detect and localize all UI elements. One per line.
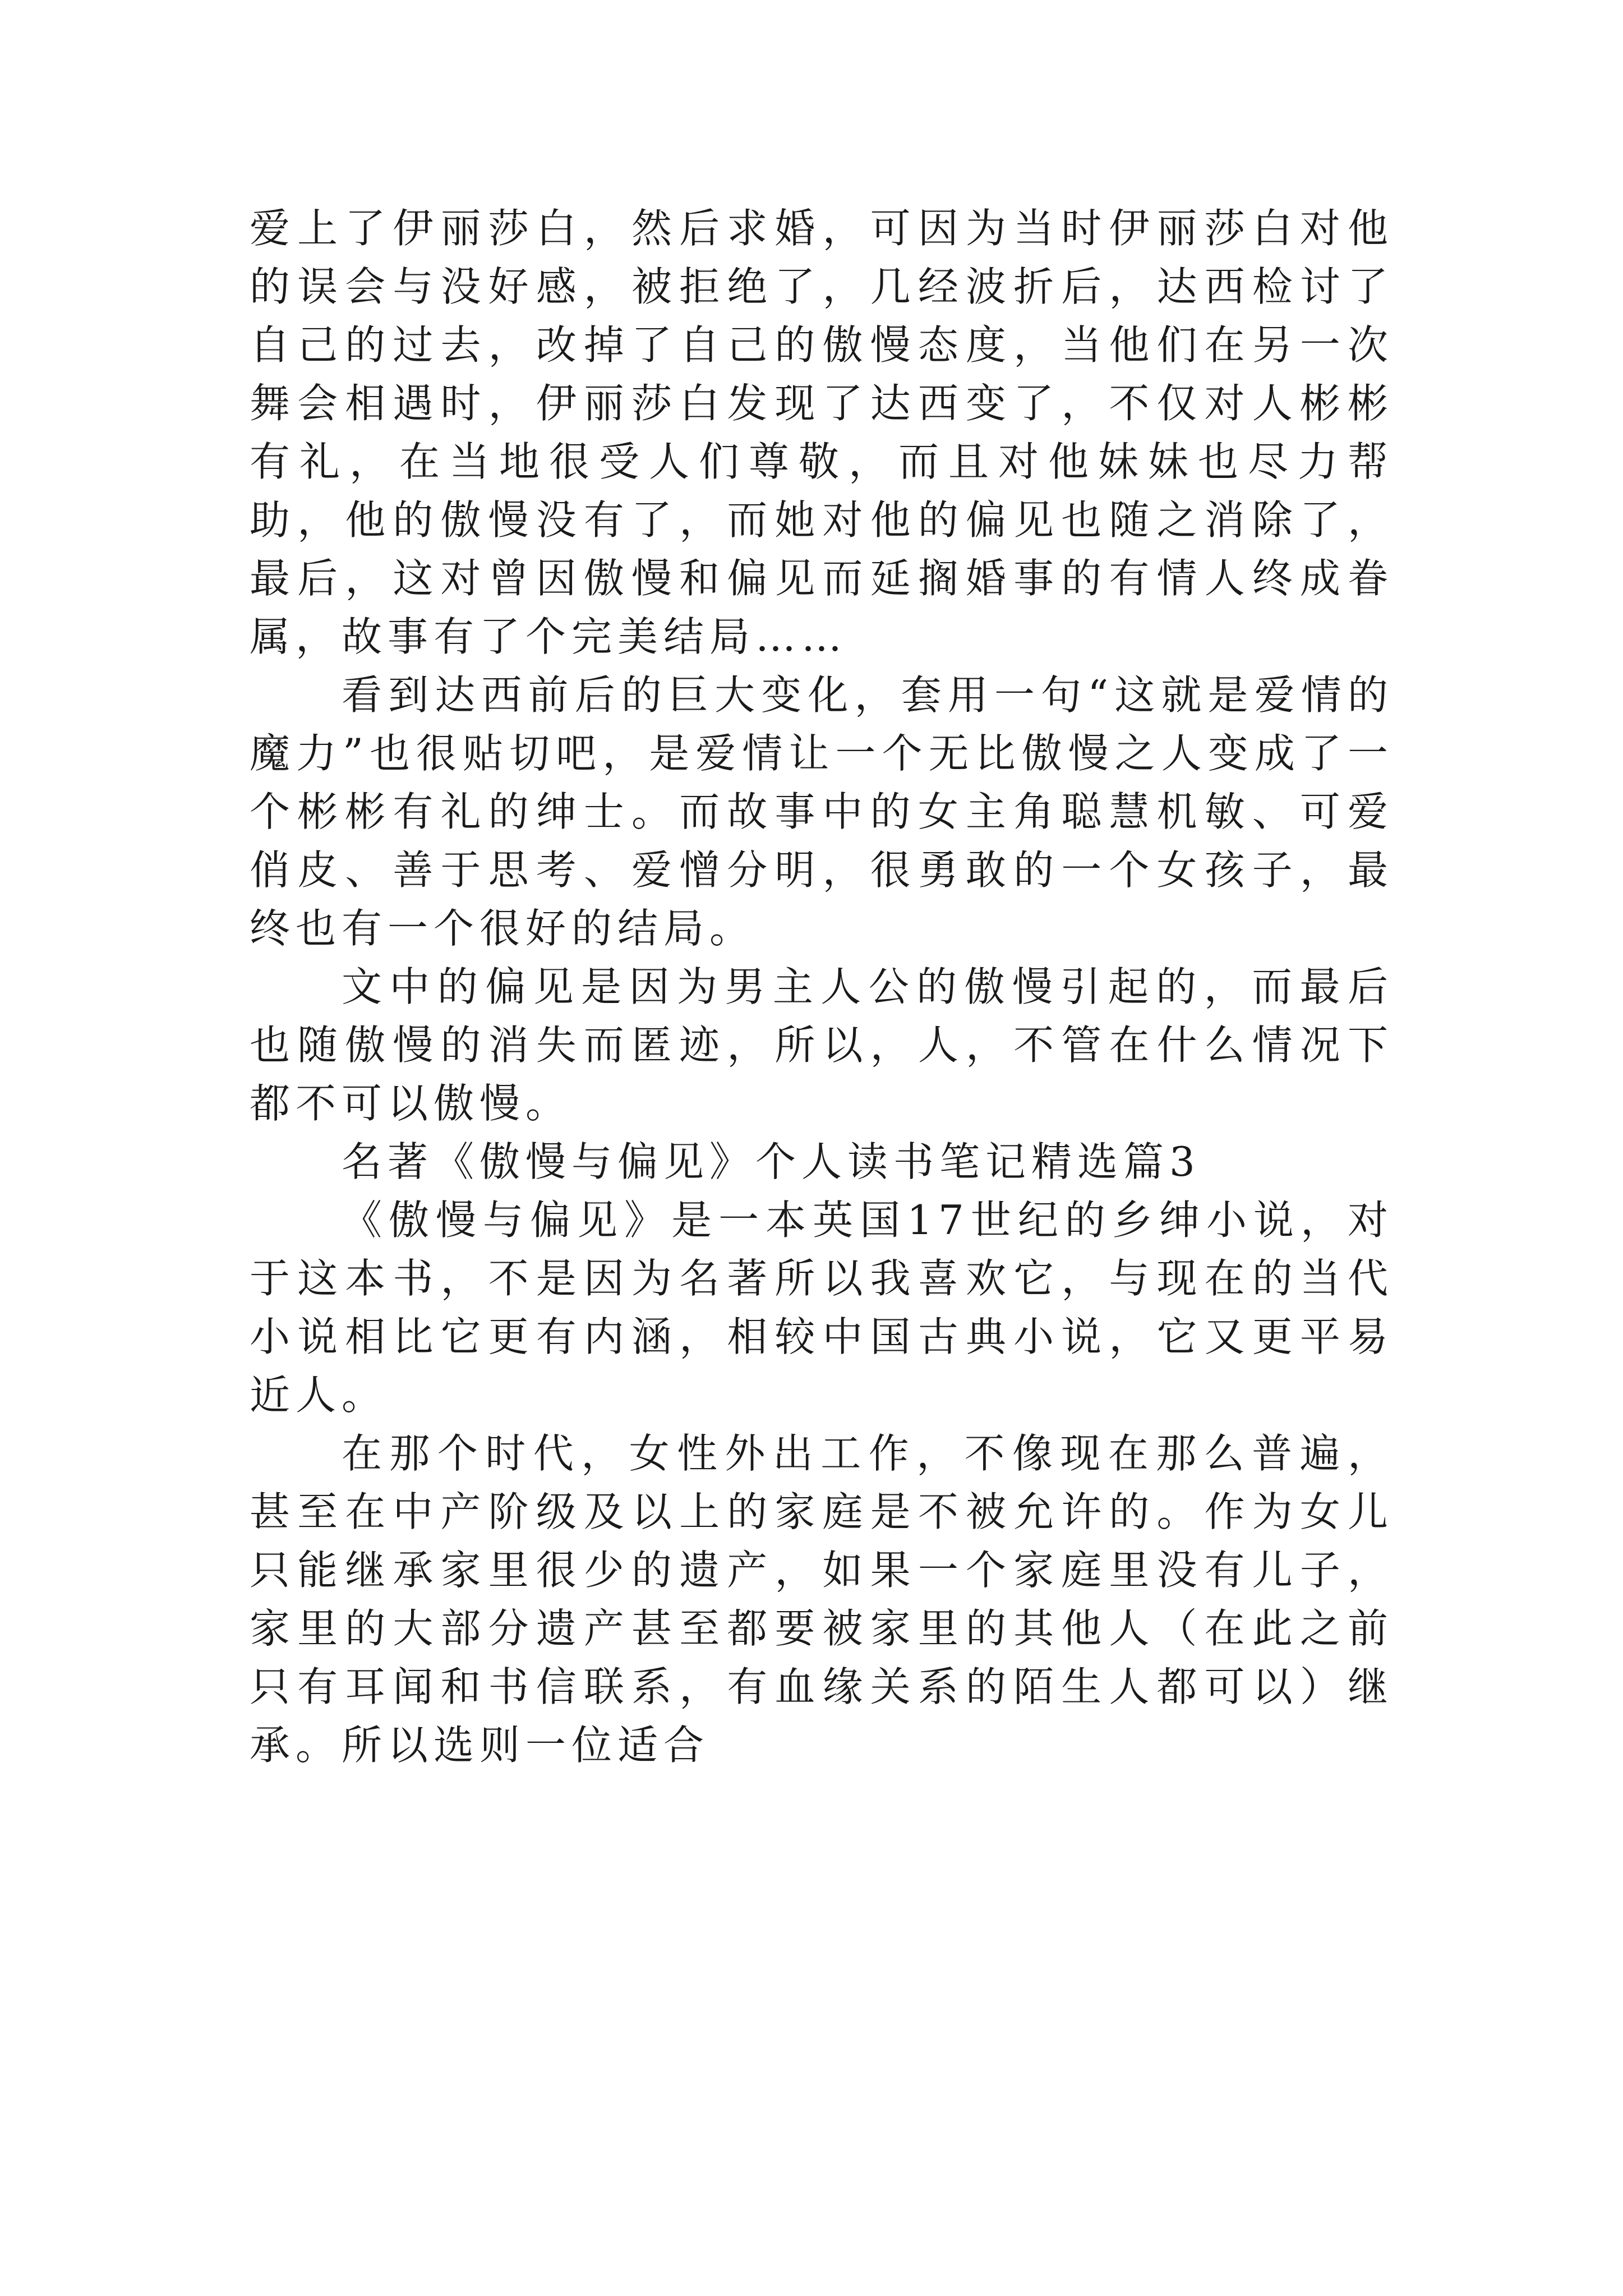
paragraph-1: 爱上了伊丽莎白，然后求婚，可因为当时伊丽莎白对他的误会与没好感，被拒绝了，几经波折后，达西检讨了自己的过去，改掉了自己的傲慢态度，当他们在另一次舞会相遇时，伊丽莎白发现了达西变了，不仅对人彬彬有礼，在当地很受人们尊敬，而且对他妹妹也尽力帮助，他的傲慢没有了，而她对他的偏见也随之消除了，最后，这对曾因傲慢和偏见而延搁婚事的有情人终成眷属，故事有了个完美结局……	[250, 205, 1394, 660]
paragraph-4: 《傲慢与偏见》是一本英国17世纪的乡绅小说，对于这本书，不是因为名著所以我喜欢它，与现在的当代小说相比它更有内涵，相较中国古典小说，它又更平易近人。	[250, 1197, 1394, 1419]
paragraph-5: 在那个时代，女性外出工作，不像现在那么普遍，甚至在中产阶级及以上的家庭是不被允许的。作为女儿只能继承家里很少的遗产，如果一个家庭里没有儿子，家里的大部分遗产甚至都要被家里的其他人（在此之前只有耳闻和书信联系，有血缘关系的陌生人都可以）继承。所以选则一位适合	[250, 1430, 1394, 1769]
document-body	[250, 199, 1394, 1774]
section-heading: 名著《傲慢与偏见》个人读书笔记精选篇3	[342, 1138, 1201, 1185]
paragraph-2: 看到达西前后的巨大变化，套用一句“这就是爱情的魔力”也很贴切吧，是爱情让一个无比傲慢之人变成了一个彬彬有礼的绅士。而故事中的女主角聪慧机敏、可爱俏皮、善于思考、爱憎分明，很勇敢的一个女孩子，最终也有一个很好的结局。	[250, 671, 1394, 952]
paragraph-3: 文中的偏见是因为男主人公的傲慢引起的，而最后也随傲慢的消失而匿迹，所以，人，不管在什么情况下都不可以傲慢。	[250, 963, 1394, 1127]
